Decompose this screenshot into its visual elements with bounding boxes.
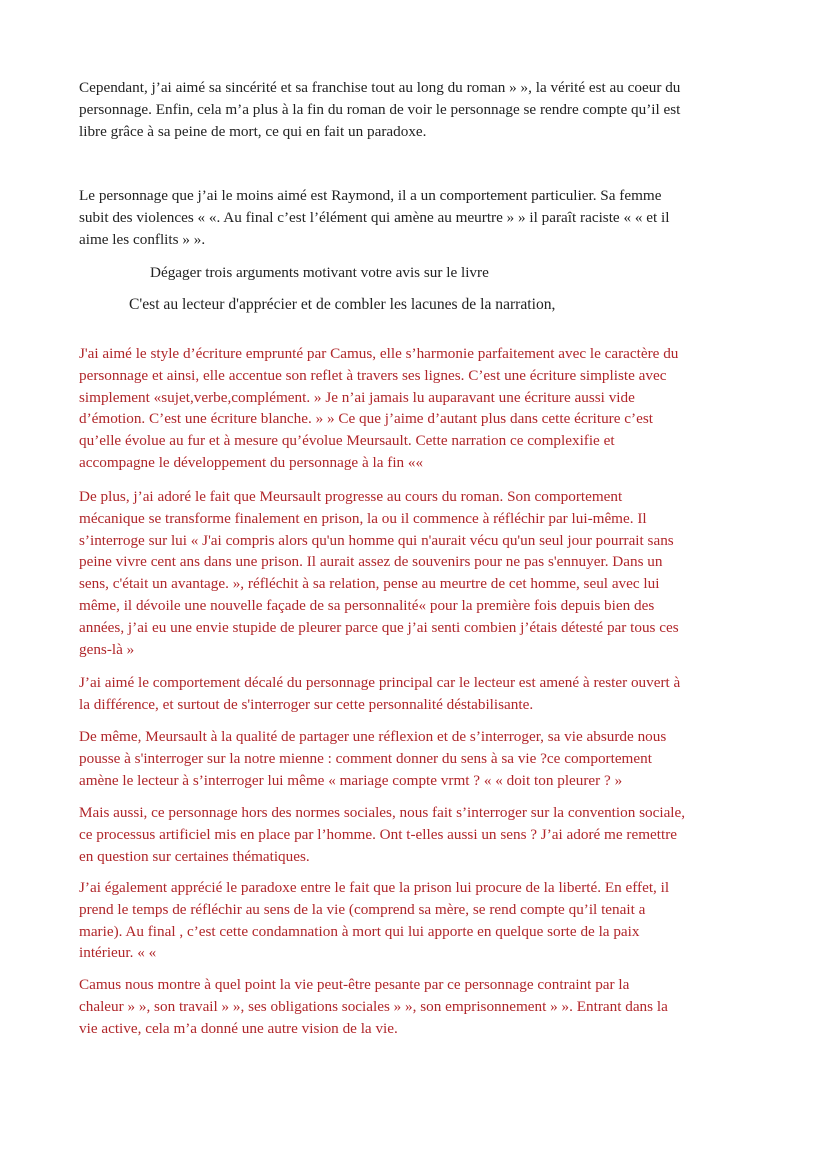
section-heading: Dégager trois arguments motivant votre avis sur le livre <box>150 264 489 281</box>
argument-paragraph-style: J'ai aimé le style d’écriture emprunté par Camus, elle s’harmonie parfaitement avec le caractère du personnage et ainsi, elle accentue son reflet à travers ses lignes. C’est une écriture simpliste avec simplement «sujet,verbe,complément. » Je n’ai jamais lu auparavant une écriture aussi vide d’émotion. C’est une écriture blanche. » » Ce que j’aime d’autant plus dans cette écriture c’est qu’elle évolue au fur et à mesure qu’évolue Meursault. Cette narration ce complexifie et accompagne le développement du personnage à la fin «« <box>79 345 679 471</box>
raymond-paragraph: Le personnage que j’ai le moins aimé est Raymond, il a un comportement particulier. Sa femme subit des violences « «. Au final c’est l’élément qui amène au meurtre » » il paraît raciste « « et il aime les conflits » ». <box>79 187 670 248</box>
argument-paragraph-social-norms: Mais aussi, ce personnage hors des normes sociales, nous fait s’interroger sur la convention sociale, ce processus artificiel mis en place par l’homme. Ont t-elles aussi un sens ? J’ai adoré me remettre en question sur certaines thématiques. <box>79 804 686 865</box>
argument-paragraph-progression: De plus, j’ai adoré le fait que Meursault progresse au cours du roman. Son comportement mécanique se transforme finalement en prison, la ou il commence à réfléchir par lui-même. Il s’interroge sur lui « J'ai compris alors qu'un homme qui n'aurait vécu qu'un seul jour pourrait sans peine vivre cent ans dans une prison. Il aurait assez de souvenirs pour ne pas s'ennuyer. Dans un sens, c'était un avantage. », réfléchit à sa relation, pense au meurtre de cet homme, seul avec lui même, il dévoile une nouvelle façade de sa personnalité« pour la première fois depuis bien des années, j’ai eu une envie stupide de pleurer parce que j’ai senti combien j’étais détesté par tous ces gens-là » <box>79 488 679 658</box>
intro-paragraph: Cependant, j’ai aimé sa sincérité et sa franchise tout au long du roman » », la vérité est au coeur du personnage. Enfin, cela m’a plus à la fin du roman de voir le personnage se rendre compte qu’il est libre grâce à sa peine de mort, ce qui en fait un paradoxe. <box>79 79 681 140</box>
argument-paragraph-behaviour: J’ai aimé le comportement décalé du personnage principal car le lecteur est amené à rester ouvert à la différence, et surtout de s'interroger sur cette personnalité déstabilisante. <box>79 674 681 713</box>
argument-paragraph-reflection: De même, Meursault à la qualité de partager une réflexion et de s’interroger, sa vie absurde nous pousse à s'interroger sur la notre mienne : comment donner du sens à sa vie ?ce comportement amène le lecteur à s’interroger lui même « mariage compte vrmt ? « « doit ton pleurer ? » <box>79 728 667 789</box>
section-subheading: C'est au lecteur d'apprécier et de combler les lacunes de la narration, <box>129 296 556 313</box>
argument-paragraph-weight-of-life: Camus nous montre à quel point la vie peut-être pesante par ce personnage contraint par la chaleur » », son travail » », ses obligations sociales » », son emprisonnement » ». Entrant dans la vie active, cela m’a donné une autre vision de la vie. <box>79 976 668 1037</box>
argument-paragraph-paradox: J’ai également apprécié le paradoxe entre le fait que la prison lui procure de la liberté. En effet, il prend le temps de réfléchir au sens de la vie (comprend sa mère, se rend compte qu’il tenait a marie). Au final , c’est cette condamnation à mort qui lui apporte en quelque sorte de la paix intérieur. « « <box>79 879 670 962</box>
